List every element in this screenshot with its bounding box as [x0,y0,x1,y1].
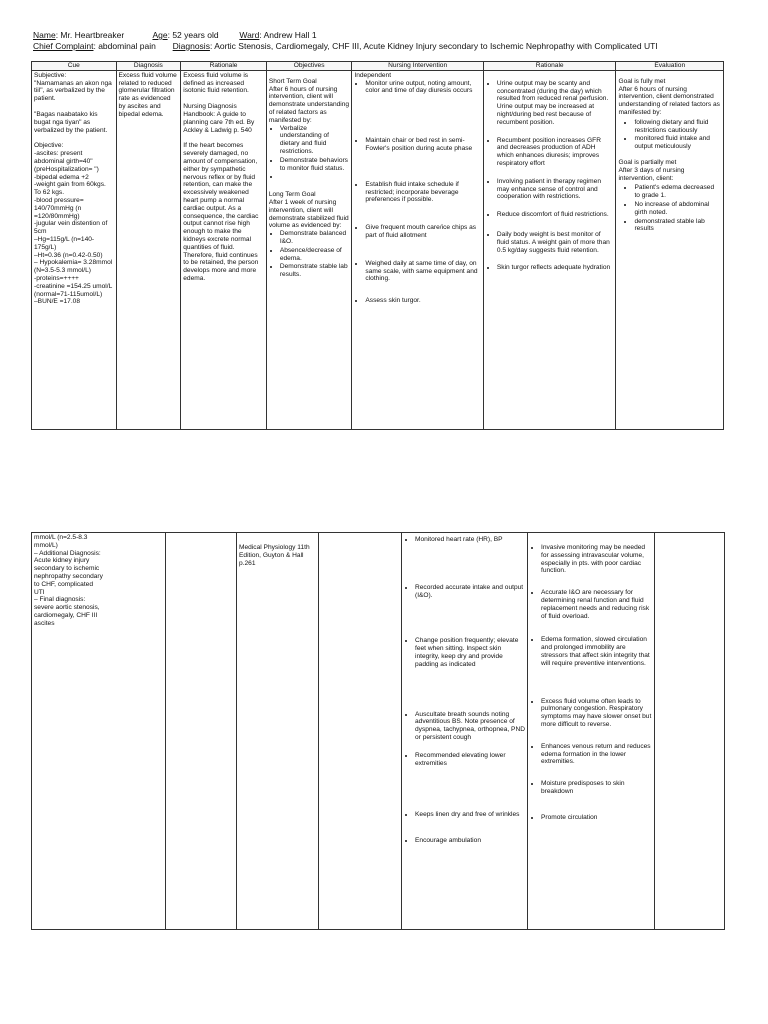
cue-line: Subjective: [34,71,67,79]
cue-line: -creatinine =154.25 umol/L (normal=71-115umol/L) [34,282,113,298]
rationale-reference: Medical Physiology 11th Edition, Guyton & Hall p.261 [239,544,310,567]
cue-line: -weight gain from 60kgs. To 62 kgs. [34,181,106,197]
cue-line: –BUN/E =17.08 [34,298,81,306]
objective-item [280,173,350,181]
cue-line: –Hg=115g/L (n=140-175g/L) [34,235,95,251]
short-term-goal-title: Short Term Goal [268,77,317,85]
cue-line: -bipedal edema +2 [34,173,89,181]
cue-line: "Bagas naabatako kis bugat nga tiyan" as verbalized by the patient. [34,110,108,134]
intervention-item: • Monitor urine output, noting amount, color and time of day diuresis occurs [365,80,481,96]
rationale-item: • Urine output may be scanty and concentrated (during the day) which resulted from reduced renal perfusion. Urine output may be increased at night/during bed rest because of recumbent position. [497,80,614,127]
objectives-cell [319,533,402,930]
patient-name: : Mr. Heartbreaker [55,30,125,40]
age-label: Age [152,30,168,40]
evaluation-item: • following dietary and fluid restrictions cautiously [634,119,721,135]
evaluation-cell [655,533,725,930]
rationale-item: • Daily body weight is best monitor of fluid status. A weight gain of more than 0.5 kg/day suggests fluid retention. [497,231,614,254]
objective-item: • Demonstrate balanced I&O. [280,230,350,246]
col-header-evaluation: Evaluation [616,62,724,71]
rationale-item: • Accurate I&O are necessary for determining renal function and fluid replacement needs and reducing risk of fluid overload. [541,589,652,620]
col-header-nursing-intervention: Nursing Intervention [352,62,484,71]
objectives-cell [266,70,352,429]
cue-line: -proteins=++++ [34,274,79,282]
rationale-cell [237,533,319,930]
col-header-rationale-2: Rationale [483,62,616,71]
cue-cell [32,533,166,930]
rationale-item: • Skin turgor reflects adequate hydration [497,264,614,272]
intervention-item: • Change position frequently; elevate feet when sitting. Inspect skin integrity, keep dry and provide padding as indicated [415,637,525,668]
col-header-rationale: Rationale [181,62,267,71]
intervention-item: • Establish fluid intake schedule if restricted; incorporate beverage preferences if possible. [365,181,481,204]
intervention-item: • Maintain chair or bed rest in semi-Fowler's position during acute phase [365,137,481,153]
evaluation-item: • monitored fluid intake and output meticulously [634,135,721,151]
intervention-item: • Give frequent mouth care/ice chips as part of fluid allotment [365,224,481,240]
table-row [32,70,724,429]
long-term-goal-text: After 1 week of nursing intervention, client will demonstrate stabilized fluid volume as evidenced by: [268,198,349,230]
goal-met-text: After 6 hours of nursing intervention, client demonstrated understanding of related factors as manifested by: [618,85,720,116]
rationale-item: • Edema formation, slowed circulation and prolonged immobility are stressors that affect skin integrity that will require preventive interventions. [541,636,652,667]
cue-line: – Additional Diagnosis: Acute kidney injury secondary to ischemic nephropathy secondary to CHF, complicated UTI [34,549,103,596]
patient-age: : 52 years old [167,30,219,40]
goal-partial-text: After 3 days of nursing intervention, client: [618,166,685,182]
goal-met-title: Goal is fully met [618,77,666,85]
cue-line: mmol/L (n=2.5-8.3 mmol/L) [34,534,88,549]
rationale-cell [181,70,267,429]
rationale-paragraph: If the heart becomes severely damaged, no amount of compensation, either by sympathetic nervous reflex or by fluid retention, can make the excessively weakened heart pump a normal cardiac output. As a consequence, the cardiac output cannot rise high enough to make the kidneys excrete normal quantities of fluid. Therefore, fluid continues to be retained, the person develops more and more edema. [183,142,259,282]
intervention-item: • Recommended elevating lower extremities [415,752,525,768]
long-term-goal-title: Long Term Goal [268,191,316,199]
intervention-item: • Keeps linen dry and free of wrinkles [415,811,525,819]
diagnosis-label: Diagnosis [172,41,210,51]
rationale2-cell [528,533,655,930]
rationale-item: • Enhances venous return and reduces edema formation in the lower extremities. [541,743,652,766]
col-header-objectives: Objectives [266,62,352,71]
intervention-item: • Encourage ambulation [415,837,525,845]
objective-item: • Verbalize understanding of dietary and fluid restrictions. [280,125,350,156]
evaluation-item: • demonstrated stable lab results [634,218,721,234]
intervention-item: • Weighed daily at same time of day, on same scale, with same equipment and clothing. [365,260,481,283]
rationale2-cell [483,70,616,429]
cue-line: Objective: [34,142,64,150]
rationale-item: • Reduce discomfort of fluid restrictions. [497,211,614,219]
chief-complaint-label: Chief Complaint [33,41,94,51]
patient-ward: : Andrew Hall 1 [259,30,317,40]
table-row [32,533,725,930]
objective-item: • Absence/decrease of edema. [280,247,350,263]
rationale-item: • Invasive monitoring may be needed for assessing intravascular volume, especially in pts. with poor cardiac function. [541,544,652,575]
intervention-item: • Assess skin turgor. [365,297,481,305]
name-label: Name [33,30,56,40]
rationale-item: • Excess fluid volume often leads to pulmonary congestion. Respiratory symptoms may have slower onset but more difficult to reverse. [541,698,652,729]
cue-line: – Final diagnosis: severe aortic stenosis, cardiomegaly, CHF III ascites [34,596,100,627]
intervention-cell [402,533,528,930]
complaint-diagnosis-line [33,41,658,51]
goal-partial-title: Goal is partially met [618,158,677,166]
cue-line: – Hypokalemia= 3.28mmol (N=3.5-5.3 mmol/L) [34,259,113,275]
col-header-cue: Cue [32,62,117,71]
objective-item: • Demonstrate stable lab results. [280,263,350,279]
cue-line: -jugular vein distention of 5cm [34,220,108,236]
independent-label: Independent [354,71,392,79]
col-header-diagnosis: Diagnosis [116,62,181,71]
objective-item: • Demonstrate behaviors to monitor fluid status. [280,157,350,173]
rationale-item: • Involving patient in therapy regimen may enhance sense of control and cooperation with restrictions. [497,178,614,201]
chief-complaint: : abdominal pain [93,41,156,51]
table-header-row [32,62,724,71]
patient-info-line [33,30,317,40]
cue-line: –Ht=0.36 (n=0.42-0.50) [34,251,103,259]
care-plan-table-page2 [31,532,725,930]
evaluation-item: • No increase of abdominal girth noted. [634,201,721,217]
cue-line: "Namamanas an akon nga tiil", as verbalized by the patient. [34,79,112,103]
cue-line: -ascites: present abdominal girth=40" (preHospitalization= ") [34,150,99,173]
intervention-item: • Monitored heart rate (HR), BP [415,536,525,544]
evaluation-item: • Patient's edema decreased to grade 1. [634,184,721,200]
rationale-item: • Moisture predisposes to skin breakdown [541,780,652,796]
evaluation-cell [616,70,724,429]
ward-label: Ward [239,30,260,40]
short-term-goal-text: After 6 hours of nursing intervention, client will demonstrate understanding of related factors as manifested by: [268,85,350,124]
rationale-item: • Promote circulation [541,814,652,822]
rationale-paragraph: Excess fluid volume is defined as increased isotonic fluid retention. [183,71,249,95]
cue-line: -blood pressure= 140/70mmHg (n =120/80mmHg) [34,196,84,220]
intervention-item: • Auscultate breath sounds noting adventitious BS. Note presence of dyspnea, tachypnea, orthopnea, PND or persistent cough [415,711,525,742]
intervention-cell [352,70,484,429]
medical-diagnosis: : Aortic Stenosis, Cardiomegaly, CHF III, Acute Kidney Injury secondary to Ischemic Nephropathy with Complicated UTI [209,41,658,51]
care-plan-table-page1 [31,61,724,430]
rationale-item: • Recumbent position increases GFR and decreases production of ADH which enhances diuresis; improves respiratory effort [497,137,614,168]
intervention-item: • Recorded accurate intake and output (I&O). [415,584,525,600]
nursing-diagnosis: Excess fluid volume related to reduced glomerular filtration rate as evidenced by ascites and bipedal edema. [118,71,177,118]
cue-cell [32,70,117,429]
diagnosis-cell [166,533,237,930]
rationale-paragraph: Nursing Diagnosis Handbook: A guide to planning care 7th ed. By Ackley & Ladwig p. 540 [183,103,255,134]
diagnosis-cell [116,70,181,429]
